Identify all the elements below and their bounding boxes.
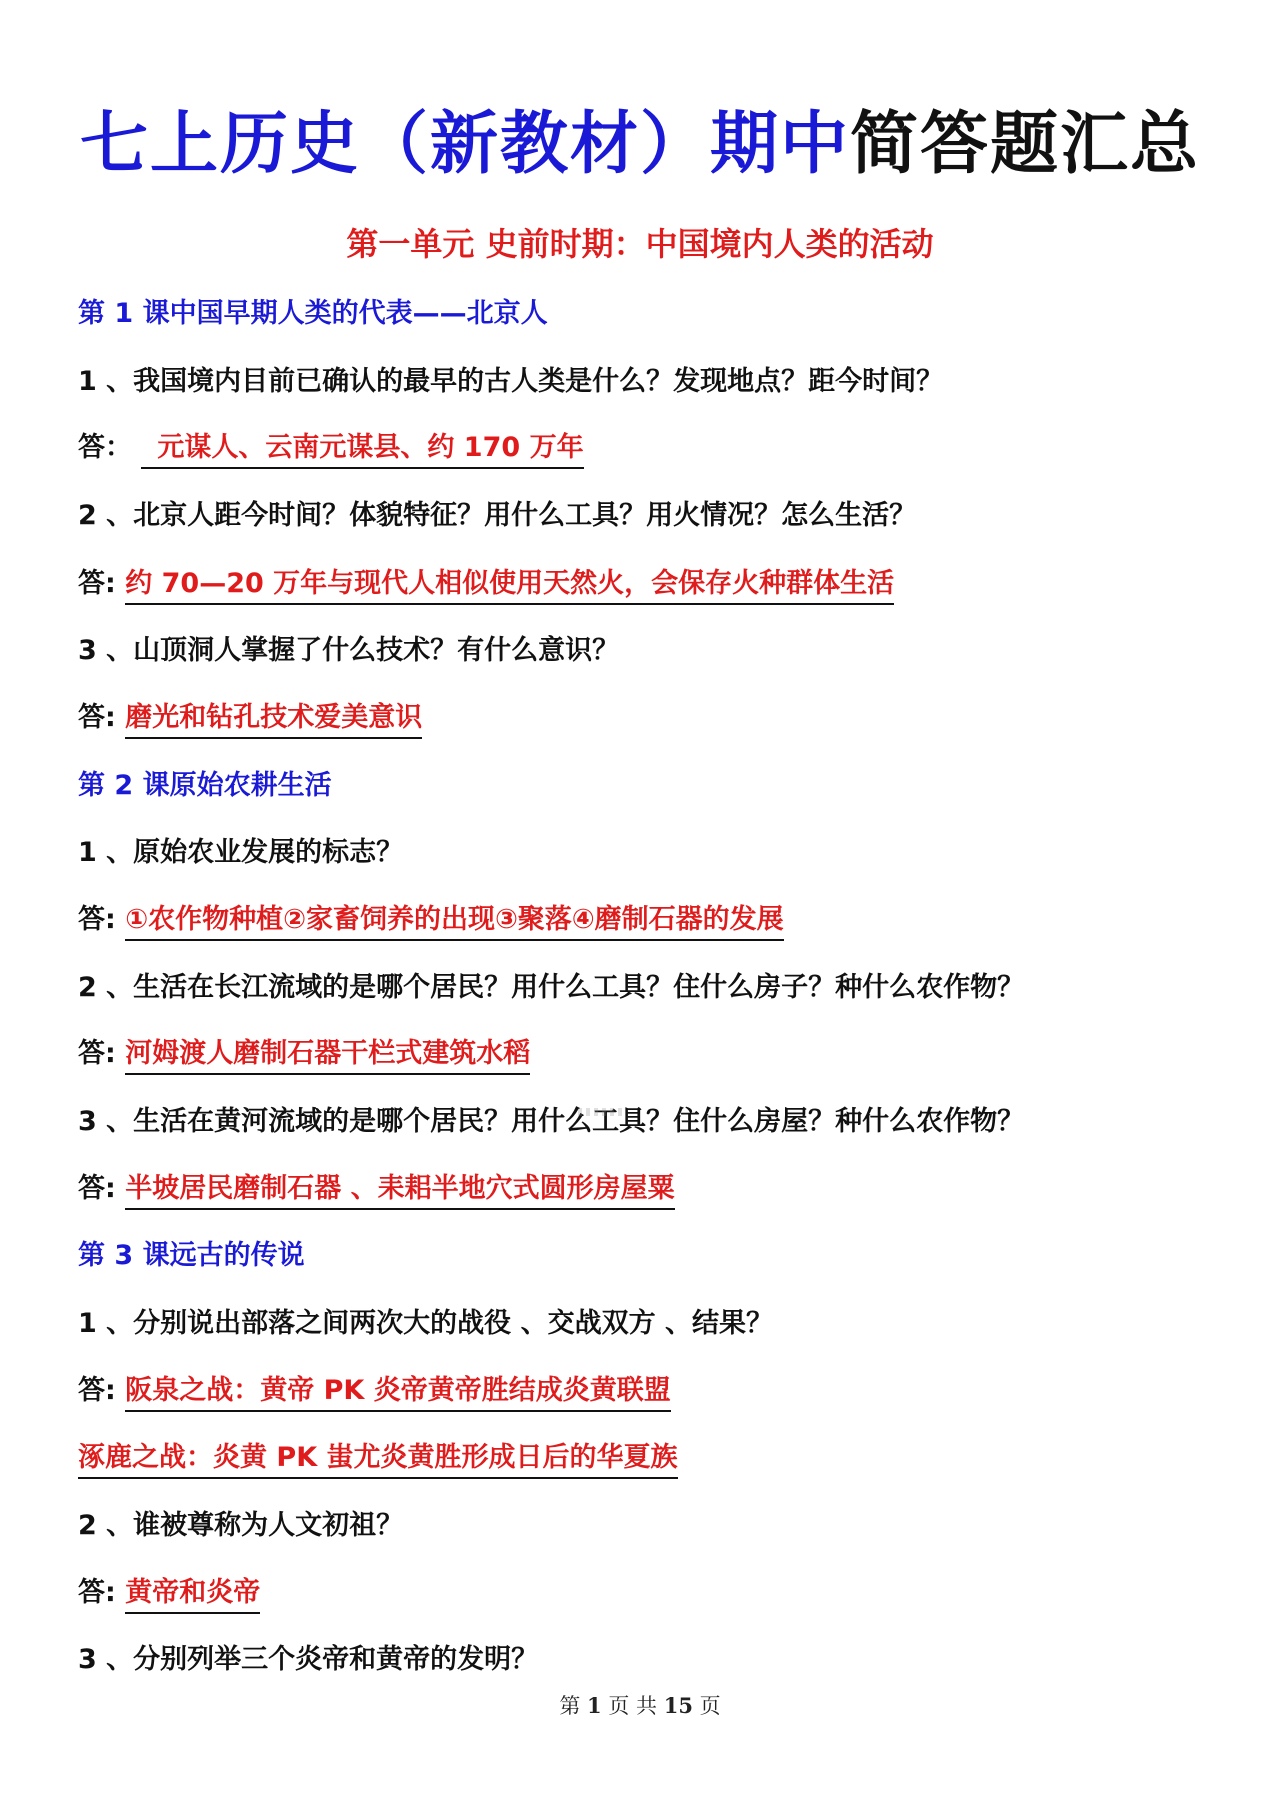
unit-title: 第一单元 史前时期：中国境内人类的活动 (346, 225, 934, 263)
question: 2 、谁被尊称为人文初祖？ (78, 1510, 404, 1541)
question: 3 、山顶洞人掌握了什么技术？有什么意识？ (78, 635, 620, 666)
question: 1 、原始农业发展的标志？ (78, 837, 404, 868)
page-number-middle: 页 共 (608, 1694, 658, 1718)
answer-text: 河姆渡人磨制石器干栏式建筑水稻 (125, 1037, 530, 1075)
answer-label: 答: (78, 568, 116, 599)
answer-text: 阪泉之战：黄帝 PK 炎帝黄帝胜结成炎黄联盟 (125, 1374, 671, 1412)
answer-label: 答: (78, 1577, 116, 1608)
answer-row (78, 1034, 530, 1075)
question: 3 、分别列举三个炎帝和黄帝的发明？ (78, 1644, 539, 1675)
question: 1 、我国境内目前已确认的最早的古人类是什么？发现地点？距今时间？ (78, 366, 944, 397)
current-page: 1 (587, 1693, 602, 1718)
page-title (0, 100, 1280, 190)
lesson-heading: 第 2 课原始农耕生活 (78, 770, 332, 801)
scan-artifact (578, 1106, 624, 1118)
title-part-black: 简答题汇总 (850, 105, 1201, 184)
question: 2 、北京人距今时间？体貌特征？用什么工具？用火情况？怎么生活？ (78, 500, 917, 531)
total-pages: 15 (663, 1693, 693, 1718)
answer-row-continued (78, 1438, 678, 1479)
title-part-blue: 七上历史（新教材）期中 (79, 105, 850, 184)
answer-text: 元谋人、云南元谋县、约 170 万年 (141, 431, 583, 469)
answer-row (78, 1169, 675, 1210)
answer-text: ①农作物种植②家畜饲养的出现③聚落④磨制石器的发展 (125, 903, 783, 941)
answer-row (78, 900, 784, 941)
question: 3 、生活在黄河流域的是哪个居民？用什么工具？住什么房屋？种什么农作物？ (78, 1106, 1025, 1137)
lesson-heading: 第 1 课中国早期人类的代表——北京人 (78, 298, 548, 329)
answer-label: 答： (78, 432, 132, 463)
question: 1 、分别说出部落之间两次大的战役 、交战双方 、结果？ (78, 1308, 773, 1339)
answer-row (78, 1573, 260, 1614)
answer-row (78, 564, 894, 605)
page-number (0, 1690, 1280, 1720)
question: 2 、生活在长江流域的是哪个居民？用什么工具？住什么房子？种什么农作物？ (78, 972, 1025, 1003)
answer-row (78, 428, 584, 469)
answer-text: 黄帝和炎帝 (125, 1576, 260, 1614)
answer-row (78, 698, 422, 739)
answer-label: 答: (78, 1375, 116, 1406)
answer-label: 答: (78, 1173, 116, 1204)
answer-label: 答: (78, 702, 116, 733)
answer-text: 约 70—20 万年与现代人相似使用天然火，会保存火种群体生活 (125, 567, 894, 605)
answer-label: 答: (78, 1038, 116, 1069)
answer-text: 半坡居民磨制石器 、耒耜半地穴式圆形房屋粟 (125, 1172, 674, 1210)
page-number-suffix: 页 (699, 1694, 721, 1718)
answer-row (78, 1371, 671, 1412)
page-number-prefix: 第 (559, 1694, 581, 1718)
answer-text: 涿鹿之战：炎黄 PK 蚩尤炎黄胜形成日后的华夏族 (78, 1441, 678, 1479)
answer-text: 磨光和钻孔技术爱美意识 (125, 701, 422, 739)
answer-label: 答: (78, 904, 116, 935)
lesson-heading: 第 3 课远古的传说 (78, 1240, 305, 1271)
